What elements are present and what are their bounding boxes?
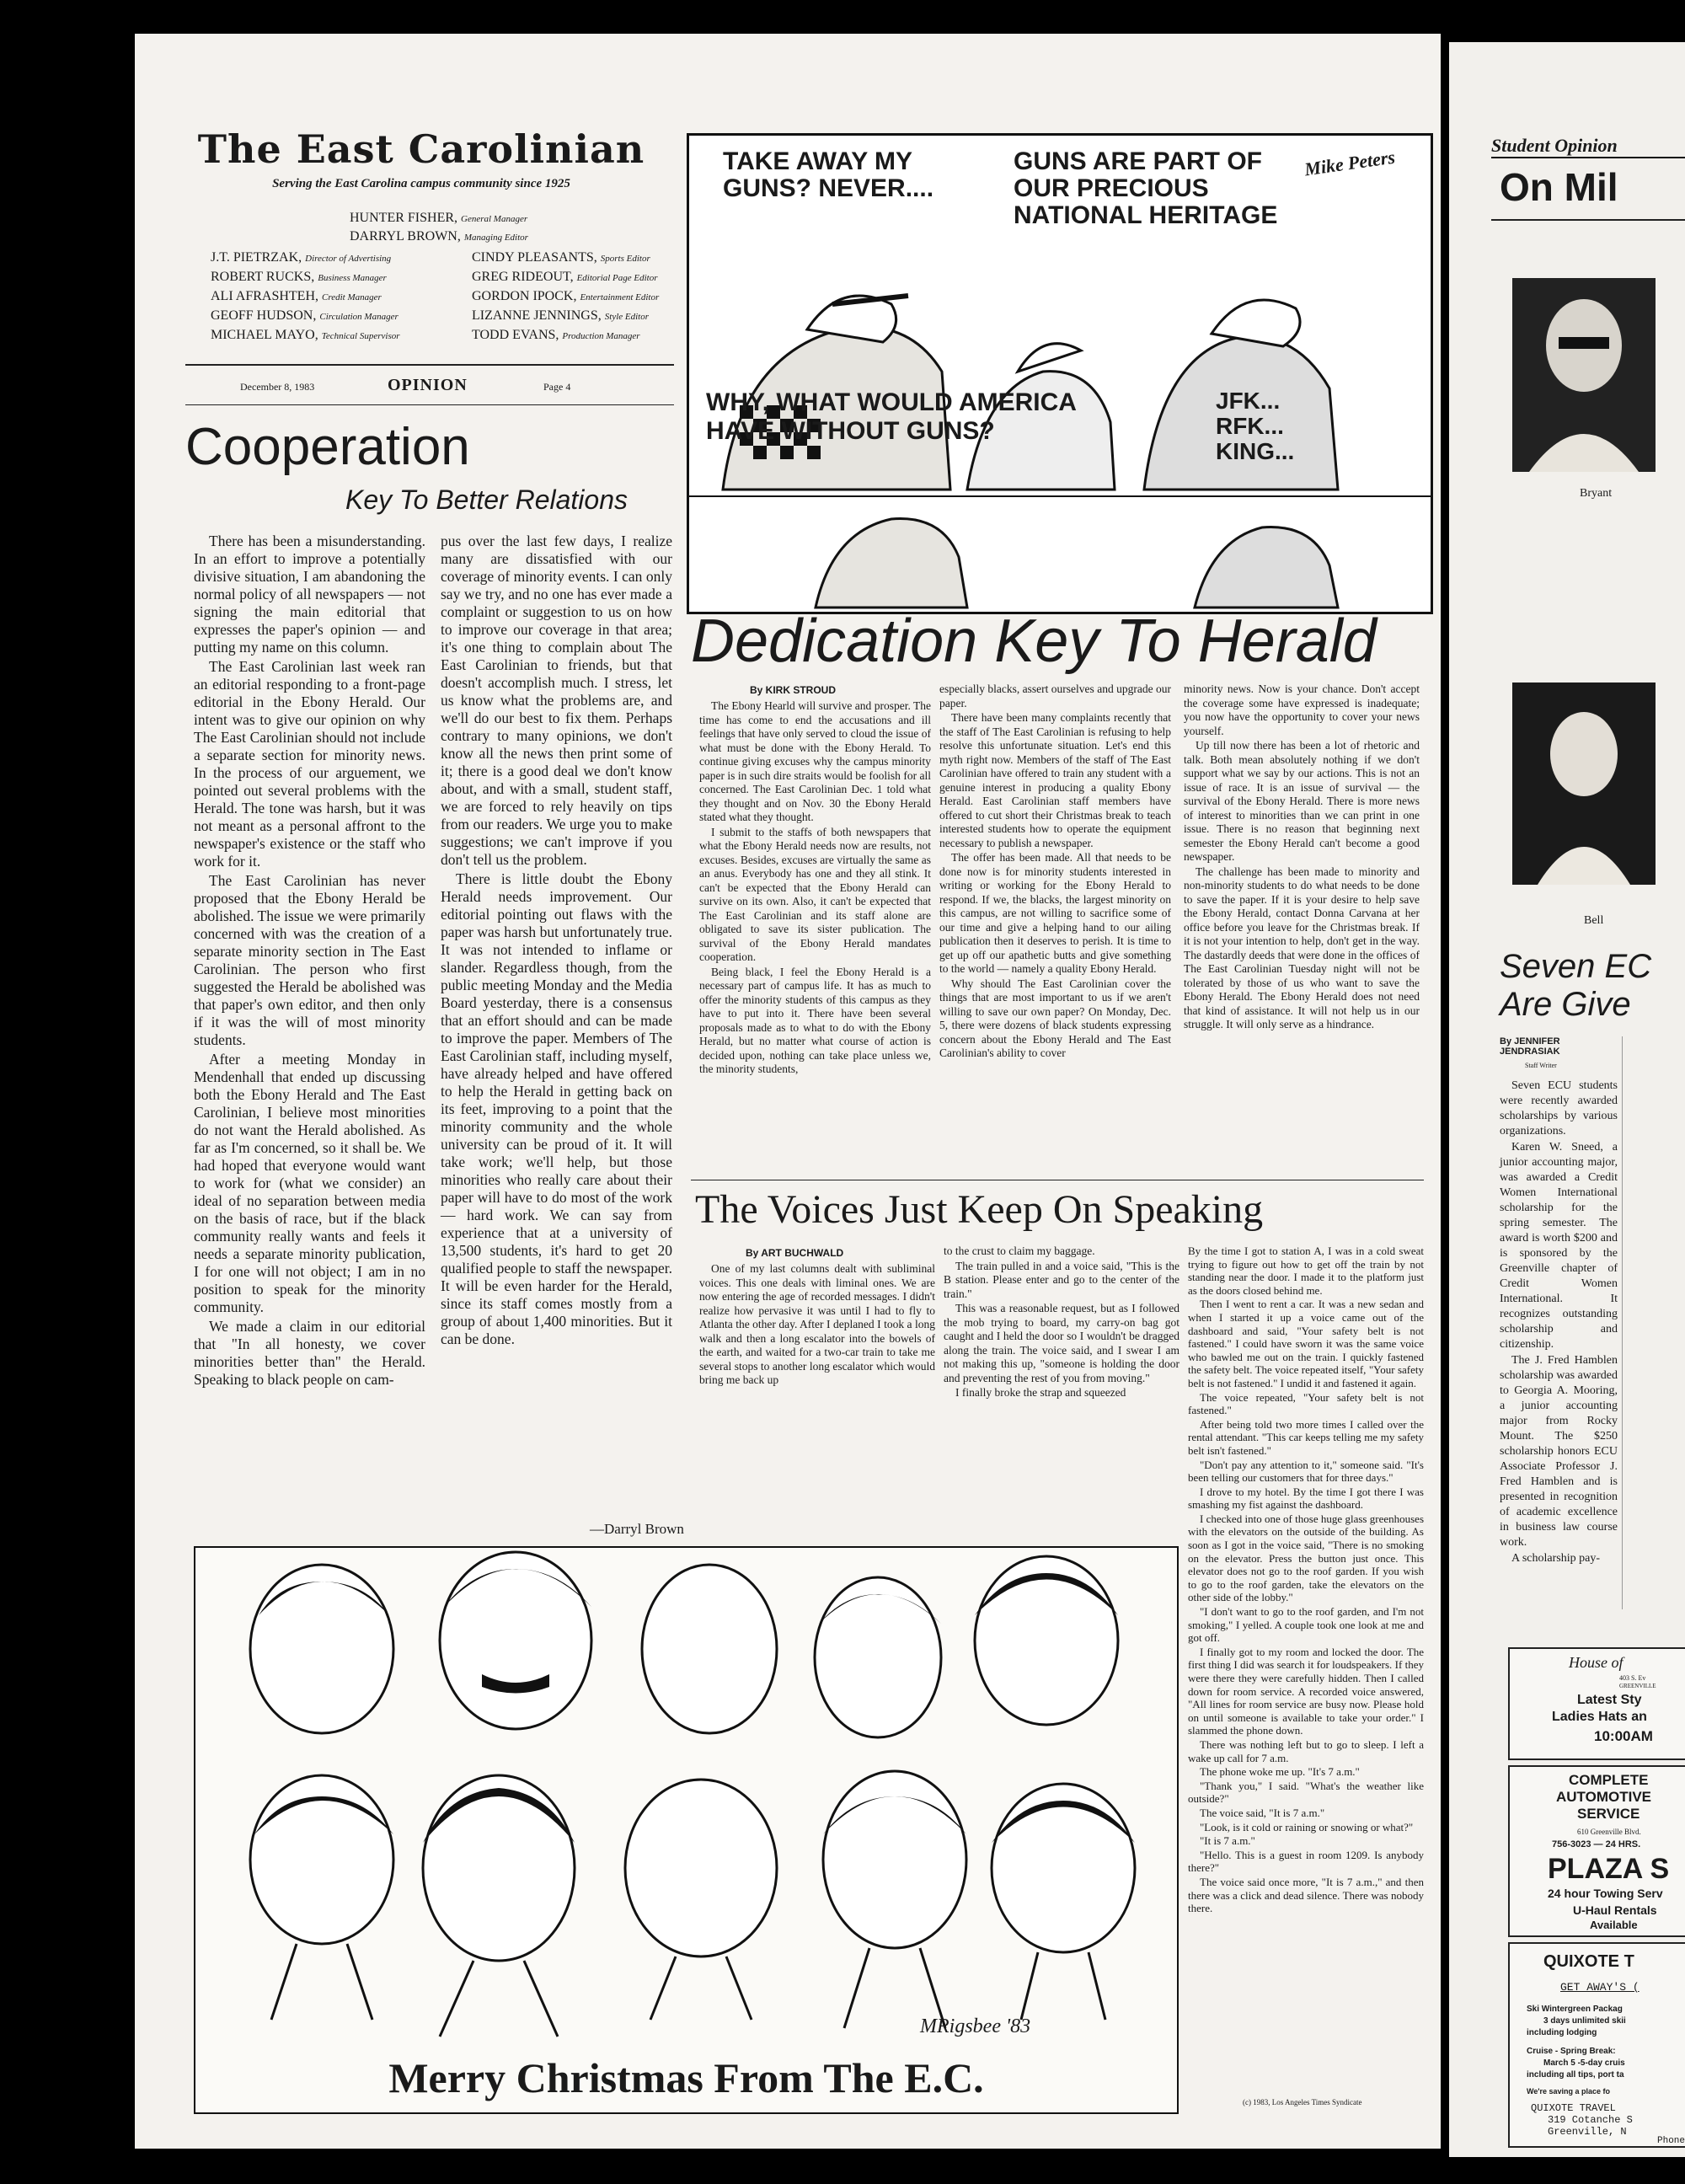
- staff-entry: GREG RIDEOUT, Editorial Page Editor: [472, 270, 658, 284]
- ad-house-line2: Ladies Hats an: [1552, 1710, 1647, 1724]
- managing-editor: DARRYL BROWN, Managing Editor: [350, 229, 528, 244]
- staff-entry: ROBERT RUCKS, Business Manager: [211, 270, 387, 284]
- staff-entry: ALI AFRASHTEH, Credit Manager: [211, 289, 382, 303]
- ad-auto-phone: 756-3023 — 24 HRS.: [1552, 1839, 1641, 1849]
- paragraph: "Don't pay any attention to it," someone said. "It's been telling our customers that for three days.": [1188, 1458, 1424, 1485]
- political-cartoon: [687, 133, 1433, 614]
- voices-copyright: (c) 1983, Los Angeles Times Syndicate: [1243, 2098, 1362, 2106]
- ad-quixote-item2c: including all tips, port ta: [1527, 2070, 1624, 2080]
- photo-bell: [1512, 682, 1656, 885]
- folio-rule-bottom: [185, 404, 674, 405]
- student-opinion-banner: Student Opinion: [1491, 135, 1685, 158]
- folio-page: Page 4: [543, 381, 571, 393]
- caricature-signature: MRigsbee '83: [920, 2015, 1031, 2037]
- ad-house-line3: 10:00AM: [1594, 1728, 1653, 1744]
- paragraph: There is little doubt the Ebony Herald needs improvement. Our editorial pointing out flaws with the paper was harsh but unfortunately true. It was not intended to inflame or slander. Regardless though, from the public meeting Monday and the Media Board yesterday, there is a consensus that an effort should and can be made to improve the paper. Members of The East Carolinian staff, including myself, have already helped and have offered to help the Herald in getting back on its feet, improving to a point that the minority community and the whole university can be proud of it. It will take work; we'll help, but those minorities who really care about their paper will have to do most of the work — hard work. We can say from experience that at a university of 13,500 students, it's hard to get 20 qualified people to staff the newspaper. It will be even harder for the Herald, since its staff comes mostly from a group of about 1,400 minorities. But it can be done.: [441, 870, 672, 1347]
- paragraph: The phone woke me up. "It's 7 a.m.": [1200, 1765, 1360, 1779]
- paragraph: Why should The East Carolinian cover the things that are most important to us if we aren't willing to save our own paper? On Monday, Dec. 5, there were dozens of black students expressing concern about the Ebony Herald and The East Carolinian's ability to cover: [939, 977, 1171, 1059]
- editorial-column-1: [194, 533, 425, 1390]
- editorial-subhead: Key To Better Relations: [345, 484, 628, 515]
- ad-quixote-footer3: Greenville, N: [1548, 2126, 1627, 2138]
- paragraph: The J. Fred Hamblen scholarship was awarded to Georgia A. Mooring, a junior accounting major from Rocky Mount. The $250 scholarship honors ECU Associate Professor J. Fred Hamblen and is presented in recognition of academic excellence in business law course work.: [1500, 1354, 1618, 1549]
- paragraph: The voice said, "It is 7 a.m.": [1200, 1806, 1325, 1819]
- paragraph: There has been a misunderstanding. In an effort to improve a potentially divisive situation, I am abandoning the normal policy of all newspapers — not signing the main editorial that expresses the paper's opinion — and putting my name on this column.: [194, 533, 425, 656]
- ad-quixote-item2b: March 5 -5-day cruis: [1543, 2058, 1625, 2068]
- staff-entry: J.T. PIETRZAK, Director of Advertising: [211, 250, 392, 265]
- paragraph: "It is 7 a.m.": [1200, 1834, 1255, 1848]
- ad-quixote-item2: Cruise - Spring Break:: [1527, 2047, 1616, 2056]
- general-manager: HUNTER FISHER, General Manager: [350, 211, 528, 225]
- staff-entry: TODD EVANS, Production Manager: [472, 328, 640, 342]
- folio-date: December 8, 1983: [240, 381, 315, 393]
- paragraph: The East Carolinian last week ran an editorial responding to a front-page editorial in the Ebony Herald. Our intent was to give our opinion on why The East Carolinian should not include a separate section for minority news. In the process of our arguement, we pointed out several problems with the Herald. The tone was harsh, but it was not meant as a personal affront to the newspaper's existence or the staff who work for it.: [194, 658, 425, 870]
- paragraph: especially blacks, assert ourselves and upgrade our paper.: [939, 682, 1171, 709]
- editorial-signature: —Darryl Brown: [590, 1521, 684, 1537]
- voices-column-2: [944, 1245, 1180, 1401]
- cartoon-balloon-1: TAKE AWAY MY GUNS? NEVER....: [723, 147, 934, 202]
- ad-auto-brand: PLAZA S: [1548, 1853, 1670, 1885]
- cartoon-artist-signature: Mike Peters: [1303, 146, 1397, 180]
- paragraph: There have been many complaints recently that the staff of The East Carolinian is refusing to help resolve this unfortunate situation. Let's end this myth right now. Members of the staff of The East Carolinian have offered to train any student with a genuine interest in producing a quality Ebony Herald. East Carolinian staff members have offered to cut short their Christmas break to teach interested students how to operate the equipment necessary to publish a newspaper.: [939, 711, 1171, 849]
- ad-auto-line2: AUTOMOTIVE: [1556, 1789, 1652, 1805]
- paragraph: The voice said once more, "It is 7 a.m.," and then there was a click and dead silence. There was nobody there.: [1188, 1875, 1424, 1915]
- paragraph: I drove to my hotel. By the time I got there I was smashing my fist against the dashboard.: [1188, 1485, 1424, 1512]
- paragraph: "Thank you," I said. "What's the weather like outside?": [1188, 1779, 1424, 1806]
- ad-house-line1: Latest Sty: [1577, 1693, 1642, 1707]
- voices-column-1: [699, 1262, 935, 1389]
- ad-house-of: [1508, 1647, 1685, 1760]
- cartoon-balloon-2: GUNS ARE PART OF OUR PRECIOUS NATIONAL HERITAGE: [1014, 147, 1278, 229]
- ad-house-name: House of: [1569, 1654, 1623, 1671]
- paragraph: minority news. Now is your chance. Don't accept the coverage some have expressed is inadequate; you now have the opportunity to cover your news yourself.: [1184, 682, 1420, 737]
- scholarship-headline-2: Are Give: [1500, 986, 1631, 1023]
- dedication-column-2: [939, 682, 1171, 1062]
- dedication-byline: By KIRK STROUD: [750, 684, 837, 696]
- photo-bell-caption: Bell: [1584, 914, 1604, 927]
- dedication-headline: Dedication Key To Herald: [691, 608, 1377, 675]
- paragraph: The voice repeated, "Your safety belt is not fastened.": [1188, 1390, 1424, 1417]
- paragraph: Seven ECU students were recently awarded scholarships by various organizations.: [1500, 1079, 1618, 1138]
- paragraph: The train pulled in and a voice said, "This is the B station. Please enter and go to the center of the train.": [944, 1259, 1180, 1300]
- scholarship-headline-1: Seven EC: [1500, 948, 1652, 985]
- staff-list-left: [211, 249, 463, 345]
- ad-quixote-footer1: QUIXOTE TRAVEL: [1531, 2102, 1616, 2114]
- ad-quixote-item1: Ski Wintergreen Packag: [1527, 2005, 1623, 2014]
- ad-auto-available: Available: [1590, 1919, 1638, 1931]
- ad-quixote-travel: [1508, 1942, 1685, 2148]
- dedication-column-1: [699, 699, 931, 1078]
- paragraph: One of my last columns dealt with subliminal voices. This one deals with liminal ones. We are now entering the age of recorded messages. I didn't realize how pervasive it was until I had to fly to Atlanta the other day. After I deplaned I took a long walk and then a long escalator into the bowels of the earth, and waited for a two-car train to take me several stops to another long escalator which would bring me back up: [699, 1262, 935, 1386]
- ad-auto-towing: 24 hour Towing Serv: [1548, 1887, 1663, 1900]
- adjacent-page: [1449, 42, 1685, 2157]
- student-opinion-headline: On Mil: [1500, 165, 1618, 209]
- cartoon-balloon-4: JFK... RFK... KING...: [1216, 388, 1295, 464]
- ad-auto-address: 610 Greenville Blvd.: [1577, 1828, 1641, 1836]
- ad-auto-line3: SERVICE: [1577, 1806, 1640, 1822]
- voices-headline: The Voices Just Keep On Speaking: [695, 1187, 1264, 1232]
- ad-quixote-name: QUIXOTE T: [1543, 1952, 1634, 1971]
- ad-quixote-item1c: including lodging: [1527, 2028, 1597, 2037]
- masthead-subtitle: Serving the East Carolina campus community since 1925: [272, 177, 570, 190]
- paragraph: A scholarship pay-: [1511, 1552, 1600, 1565]
- photo-bryant: [1512, 278, 1656, 472]
- paragraph: I submit to the staffs of both newspapers that what the Ebony Herald needs now are results, not excuses. Besides, excuses are virtually the same as an anus. Everybody has one and they all stink. It can't be expected that the Ebony Herald can survive on its own. Also, it can't be expected that The East Carolinian and its staff alone are obligated to save its sister publication. The survival of the Ebony Herald mandates cooperation.: [699, 825, 931, 963]
- ad-auto-uhaul: U-Haul Rentals: [1573, 1903, 1657, 1917]
- paragraph: "I don't want to go to the roof garden, and I'm not smoking," I yelled. A couple took one look at me and got off.: [1188, 1605, 1424, 1645]
- paragraph: Karen W. Sneed, a junior accounting major, was awarded a Credit Women International scholarship for the spring semester. The award is worth $200 and is sponsored by the Greenville chapter of Credit Women International. It recognizes outstanding scholarship and citizenship.: [1500, 1141, 1618, 1351]
- paragraph: Then I went to rent a car. It was a new sedan and when I started it up a voice came out of the dashboard and said, "Your safety belt is not fastened." I could have sworn it was the same voice who bawled me out on the train. I quickly fastened the safety belt. The voice repeated itself, "Your safety belt is not fastened." I undid it and fastened it again.: [1188, 1298, 1424, 1389]
- masthead-title: The East Carolinian: [197, 126, 645, 172]
- ad-house-address: 403 S. Ev: [1619, 1674, 1646, 1682]
- scholarship-byline: By JENNIFER JENDRASIAK: [1500, 1036, 1560, 1057]
- ad-quixote-footer2: 319 Cotanche S: [1548, 2114, 1633, 2126]
- staff-entry: GORDON IPOCK, Entertainment Editor: [472, 289, 660, 303]
- folio-rule-top: [185, 364, 674, 366]
- editorial-column-2: [441, 533, 672, 1350]
- ad-quixote-tagline: GET AWAY'S (: [1560, 1981, 1640, 1994]
- paragraph: The offer has been made. All that needs to be done now is for minority students interested in writing or working for the Ebony Herald to respond. If we, the blacks, the largest minority on this campus, are not willing to sacrifice some of our time and give a helping hand to our ailing publication then it deserves to perish. It is time to get up off our apathetic butts and give something to the world — namely a quality Ebony Herald.: [939, 851, 1171, 975]
- folio-section: OPINION: [388, 376, 468, 394]
- column-rule: [1622, 1036, 1623, 1609]
- ad-auto-line1: COMPLETE: [1569, 1772, 1649, 1788]
- paragraph: Up till now there has been a lot of rhetoric and talk. Both mean absolutely nothing if we don't support what we say by our actions. This is not an issue of race. It is an issue of survival — the survival of the Ebony Herald. There is more news of interest to minorities than we can print in one issue. There is no reason that beginning next semester the Ebony Herald can't become a good newspaper.: [1184, 739, 1420, 863]
- paragraph: "Hello. This is a guest in room 1209. Is anybody there?": [1188, 1848, 1424, 1875]
- staff-entry: GEOFF HUDSON, Circulation Manager: [211, 308, 399, 323]
- paragraph: to the crust to claim my baggage.: [944, 1245, 1095, 1257]
- dedication-column-3: [1184, 682, 1420, 1033]
- ad-quixote-footer4: Phone: [1657, 2136, 1685, 2146]
- newspaper-page: [135, 34, 1441, 2149]
- voices-byline: By ART BUCHWALD: [746, 1247, 844, 1259]
- paragraph: I checked into one of those huge glass greenhouses with the elevators on the outside of the building. As soon as I got in the voice said, "There is no smoking on the elevator. Press the button just once. This elevator does not go to the roof garden. If you wish to go to the roof garden, take the elevators on the other side of the lobby.": [1188, 1512, 1424, 1604]
- christmas-caricatures: [194, 1546, 1179, 2114]
- paragraph: The East Carolinian has never proposed that the Ebony Herald be abolished. The issue we were primarily concerned with was the creation of a separate minority section in The East Carolinian. The person who first suggested the Herald be abolished was that paper's own editor, and then only if it was the will of most minority students.: [194, 872, 425, 1048]
- paragraph: After being told two more times I called over the rental attendant. "This car keeps telling me my safety belt isn't fastened.": [1188, 1417, 1424, 1457]
- paragraph: By the time I got to station A, I was in a cold sweat trying to figure out how to get off the train by not standing near the door. I made it to the platform just as the doors closed behind me.: [1188, 1245, 1424, 1297]
- paragraph: There was nothing left but to go to sleep. I left a wake up call for 7 a.m.: [1188, 1737, 1424, 1764]
- christmas-caption: Merry Christmas From The E.C.: [388, 2054, 984, 2101]
- paragraph: The challenge has been made to minority and non-minority students to do what needs to be done to save the paper. If it is your desire to help save the Ebony Herald, contact Donna Carvana at her office before you leave for the Christmas break. If it is not your intention to help, don't get in the way. The dastardly deeds that were done in the offices of The East Carolinian Tuesday night will not be tolerated by those of us who want to save the Ebony Herald. The Ebony Herald does not need that kind of assistance. It will not help us in our struggle. It will only serve as a hindrance.: [1184, 864, 1420, 1030]
- paragraph: This was a reasonable request, but as I followed the mob trying to board, my carry-on bag got caught and I held the door so I wouldn't be dragged along the train. The voice said, and I swear I am not making this up, "someone is holding the door and preventing the rest of you from moving.": [944, 1302, 1180, 1384]
- voices-column-3: [1188, 1245, 1424, 1916]
- paragraph: I finally broke the strap and squeezed: [955, 1386, 1126, 1399]
- paragraph: "Look, is it cold or raining or snowing or what?": [1200, 1820, 1414, 1833]
- ad-quixote-item3: We're saving a place fo: [1527, 2087, 1611, 2096]
- staff-entry: CINDY PLEASANTS, Sports Editor: [472, 250, 650, 265]
- cartoon-balloon-3: WHY, WHAT WOULD AMERICA HAVE WITHOUT GUNS?: [706, 388, 1076, 445]
- staff-entry: MICHAEL MAYO, Technical Supervisor: [211, 328, 400, 342]
- ad-house-city: GREENVILLE: [1619, 1683, 1656, 1689]
- paragraph: The Ebony Hearld will survive and prosper. The time has come to end the accusations and ill feelings that have only served to cloud the issue of what must be done with the Ebony Herald. To continue giving excuses why the campus minority paper is in such dire straits would be foolish for all concerned. The East Carolinian Dec. 1 told what they thought and on Nov. 30 the Ebony Herald stated what they thought.: [699, 699, 931, 823]
- scholarship-column: [1500, 1079, 1618, 1567]
- photo-bryant-caption: Bryant: [1580, 487, 1613, 500]
- scholarship-byline-role: Staff Writer: [1525, 1062, 1557, 1069]
- paragraph: pus over the last few days, I realize many are dissatisfied with our coverage of minority events. I can only say we try, and no one has ever made a complaint or suggestion to us on how to improve our coverage in that area; it's one thing to complain about The East Carolinian to friends, but that doesn't accomplish much. I stress, let us know what the problems are, and we'll do our best to fix them. Perhaps contrary to many opinions, we don't know all the news then print some of it; there is a good deal we don't know about, and with a small, student staff, we are forced to rely heavily on tips from our readers. We urge you to make suggestions; we can't improve if you don't tell us the problem.: [441, 533, 672, 868]
- ad-automotive: [1508, 1765, 1685, 1937]
- staff-entry: LIZANNE JENNINGS, Style Editor: [472, 308, 650, 323]
- paragraph: Being black, I feel the Ebony Herald is a necessary part of campus life. It has as much to offer the minority students of this campus as they have to put into it. There have been several proposals made as to what to do with the Ebony Herald, but no matter what course of action is decided upon, nothing can take place unless we, the minority students,: [699, 965, 931, 1075]
- ad-quixote-item1b: 3 days unlimited skii: [1543, 2016, 1626, 2026]
- banner-rule: [1491, 219, 1685, 221]
- paragraph: We made a claim in our editorial that "In all honesty, we cover minorities better than" the Herald. Speaking to black people on cam-: [194, 1318, 425, 1388]
- paragraph: I finally got to my room and locked the door. The first thing I did was search it for loudspeakers. If they were there they were carefully hidden. Then I called down for room service. A recorded voice answered, "All lines for room service are busy now. Please hold on until someone is available to take your order." I slammed the phone down.: [1188, 1645, 1424, 1737]
- paragraph: After a meeting Monday in Mendenhall that ended up discussing both the Ebony Herald and The East Carolinian, I believe most minorities do not want the Herald abolished. As far as I'm concerned, so it shall be. We had hoped that everyone would want to work for (what we consider) an ideal of no separation between media on the basis of race, but if the black community really wants and feels it needs a separate minority publication, I for one will not object; I am in no position to speak for the minority community.: [194, 1051, 425, 1315]
- editorial-headline: Cooperation: [185, 418, 470, 476]
